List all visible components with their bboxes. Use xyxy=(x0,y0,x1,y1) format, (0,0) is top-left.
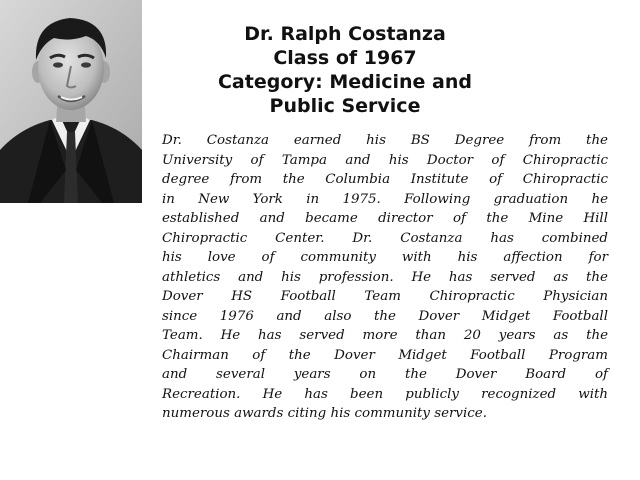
bio-line: established and became director of the Mine Hill xyxy=(162,211,608,226)
bio-line: since 1976 and also the Dover Midget Football xyxy=(162,308,608,324)
bio-line: athletics and his profession. He has served as the xyxy=(162,269,608,285)
category-line-1: Category: Medicine and xyxy=(217,71,472,93)
bio-line: Dover HS Football Team Chiropractic Physician xyxy=(162,289,608,304)
bio-line: Chiropractic Center. Dr. Costanza has combined xyxy=(162,230,608,246)
bio-line: his love of community with his affection for xyxy=(162,250,608,265)
bio-line: Dr. Costanza earned his BS Degree from the xyxy=(162,133,608,148)
biography-text xyxy=(162,131,608,424)
bio-line: and several years on the Dover Board of xyxy=(162,367,608,382)
bio-line: in New York in 1975. Following graduation he xyxy=(162,191,608,207)
bio-line: Team. He has served more than 20 years as the xyxy=(162,328,608,343)
bio-line: Chairman of the Dover Midget Football Program xyxy=(162,347,608,363)
bio-line: degree from the Columbia Institute of Chiropractic xyxy=(162,172,608,187)
portrait-photo xyxy=(0,0,142,203)
inductee-header xyxy=(190,22,500,118)
inductee-name: Dr. Ralph Costanza xyxy=(244,23,446,45)
category-line-2: Public Service xyxy=(269,95,421,117)
class-year: Class of 1967 xyxy=(273,47,417,69)
bio-line: numerous awards citing his community service. xyxy=(162,406,487,421)
bio-line: University of Tampa and his Doctor of Chiropractic xyxy=(162,152,608,168)
bio-line: Recreation. He has been publicly recognized with xyxy=(162,386,608,402)
portrait-image xyxy=(0,0,142,203)
